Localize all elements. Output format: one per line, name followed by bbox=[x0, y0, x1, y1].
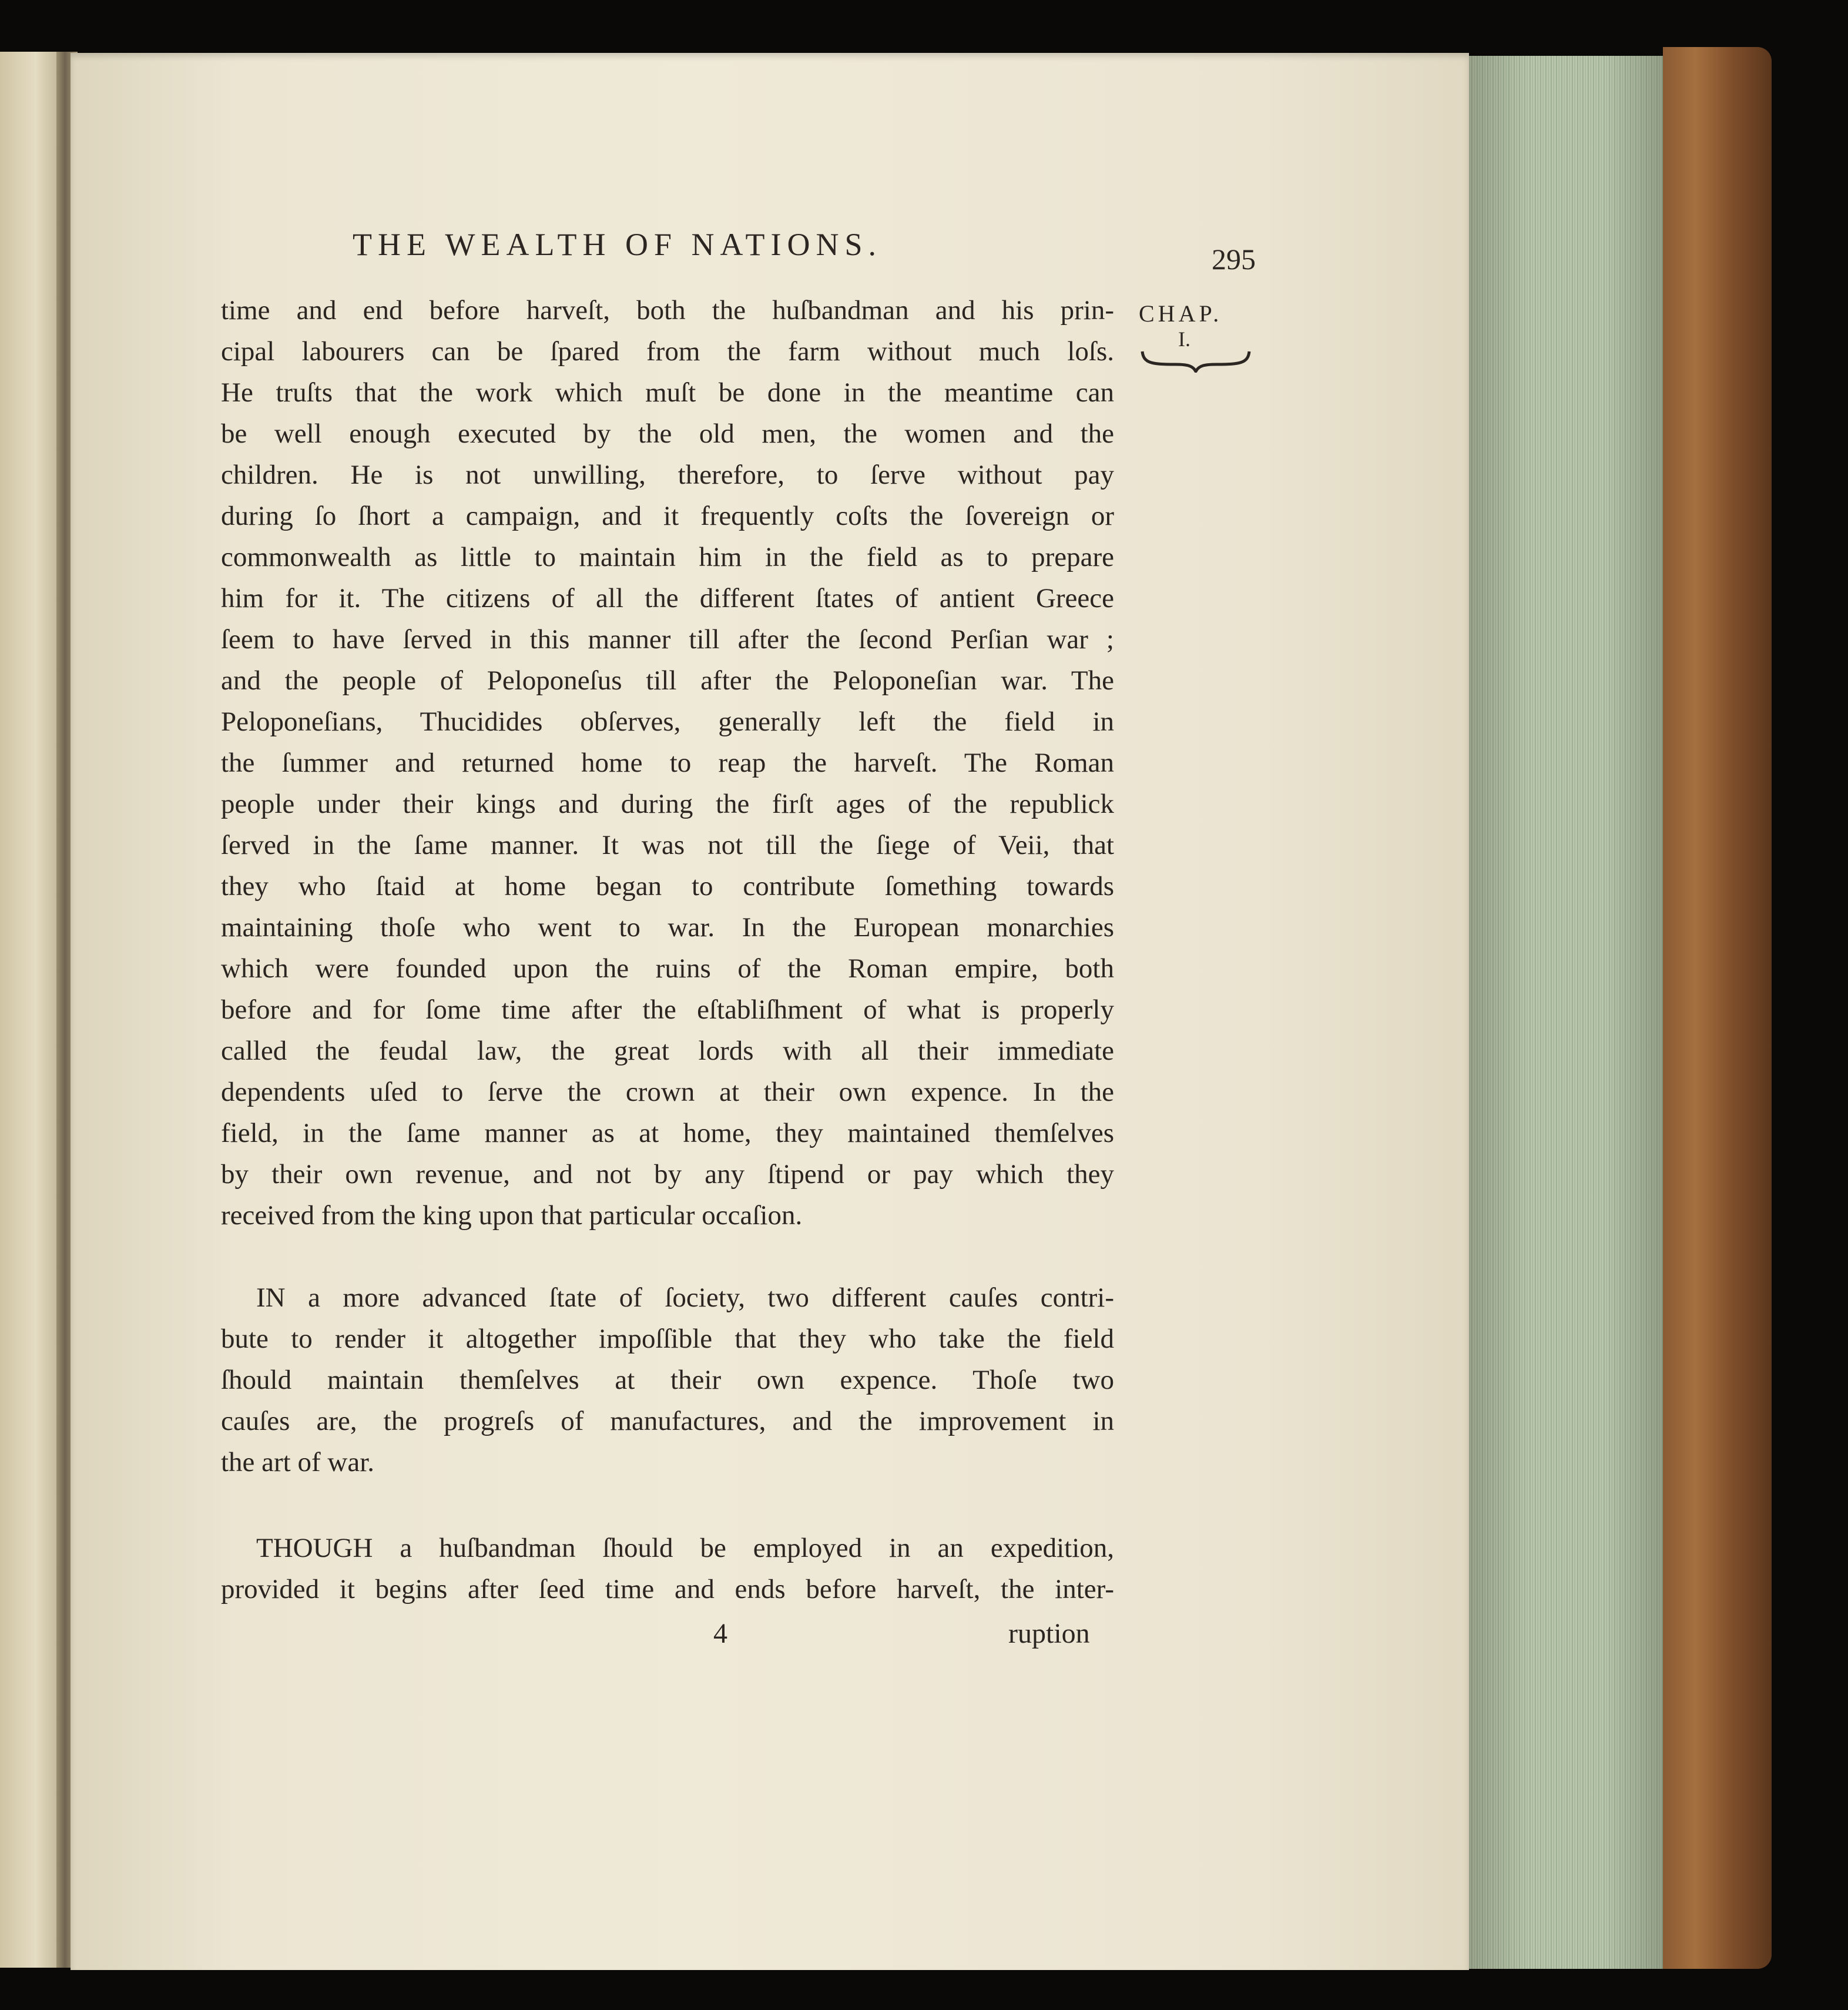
text-line: time and end before harveſt, both the huſbandman and his prin- bbox=[221, 295, 1114, 326]
page-number: 295 bbox=[1212, 243, 1256, 276]
text-line: ſhould maintain themſelves at their own expence. Thoſe two bbox=[221, 1365, 1114, 1395]
page-block-shade bbox=[1469, 56, 1663, 1969]
text-line: bute to render it altogether impoſſible that they who take the field bbox=[221, 1324, 1114, 1354]
signature-mark: 4 bbox=[713, 1618, 727, 1649]
text-line: He truſts that the work which muſt be done in the meantime can bbox=[221, 377, 1114, 408]
chapter-brace-icon bbox=[1140, 347, 1252, 373]
text-line: during ſo ſhort a campaign, and it frequently coſts the ſovereign or bbox=[221, 501, 1114, 531]
text-line: called the feudal law, the great lords with all their immediate bbox=[221, 1036, 1114, 1066]
text-line: IN a more advanced ſtate of ſociety, two different cauſes contri- bbox=[256, 1282, 1114, 1313]
chapter-number: I. bbox=[1178, 327, 1190, 351]
text-line: the art of war. bbox=[221, 1447, 375, 1478]
text-line: ſeem to have ſerved in this manner till after the ſecond Perſian war ; bbox=[221, 624, 1114, 655]
text-line: THOUGH a huſbandman ſhould be employed in an expedition, bbox=[256, 1533, 1114, 1563]
text-line: received from the king upon that particular occaſion. bbox=[221, 1200, 803, 1231]
text-line: him for it. The citizens of all the different ſtates of antient Greece bbox=[221, 583, 1114, 614]
text-line: ſerved in the ſame manner. It was not till the ſiege of Veii, that bbox=[221, 830, 1114, 860]
text-line: which were founded upon the ruins of the Roman empire, both bbox=[221, 953, 1114, 984]
text-line: be well enough executed by the old men, the women and the bbox=[221, 418, 1114, 449]
text-line: Peloponeſians, Thucidides obſerves, generally left the field in bbox=[221, 706, 1114, 737]
text-line: the ſummer and returned home to reap the harveſt. The Roman bbox=[221, 748, 1114, 778]
text-line: before and for ſome time after the eſtabliſhment of what is properly bbox=[221, 994, 1114, 1025]
text-line: cipal labourers can be ſpared from the farm without much loſs. bbox=[221, 336, 1114, 367]
text-line: field, in the ſame manner as at home, they maintained themſelves bbox=[221, 1118, 1114, 1148]
text-line: and the people of Peloponeſus till after the Peloponeſian war. The bbox=[221, 665, 1114, 696]
leather-binding bbox=[1663, 47, 1772, 1969]
text-line: maintaining thoſe who went to war. In the European monarchies bbox=[221, 912, 1114, 943]
text-line: provided it begins after ſeed time and ends before harveſt, the inter- bbox=[221, 1574, 1114, 1604]
text-line: cauſes are, the progreſs of manufactures, and the improvement in bbox=[221, 1406, 1114, 1436]
text-line: people under their kings and during the firſt ages of the republick bbox=[221, 789, 1114, 819]
text-line: they who ſtaid at home began to contribute ſomething towards bbox=[221, 871, 1114, 902]
left-page-edge bbox=[0, 52, 65, 1968]
chapter-label: CHAP. bbox=[1139, 300, 1223, 327]
text-line: by their own revenue, and not by any ſtipend or pay which they bbox=[221, 1159, 1114, 1190]
text-line: dependents uſed to ſerve the crown at their own expence. In the bbox=[221, 1077, 1114, 1107]
text-line: children. He is not unwilling, therefore, to ſerve without pay bbox=[221, 460, 1114, 490]
text-line: commonwealth as little to maintain him in the field as to prepare bbox=[221, 542, 1114, 572]
catchword: ruption bbox=[1008, 1618, 1090, 1649]
running-head: THE WEALTH OF NATIONS. bbox=[353, 227, 882, 262]
